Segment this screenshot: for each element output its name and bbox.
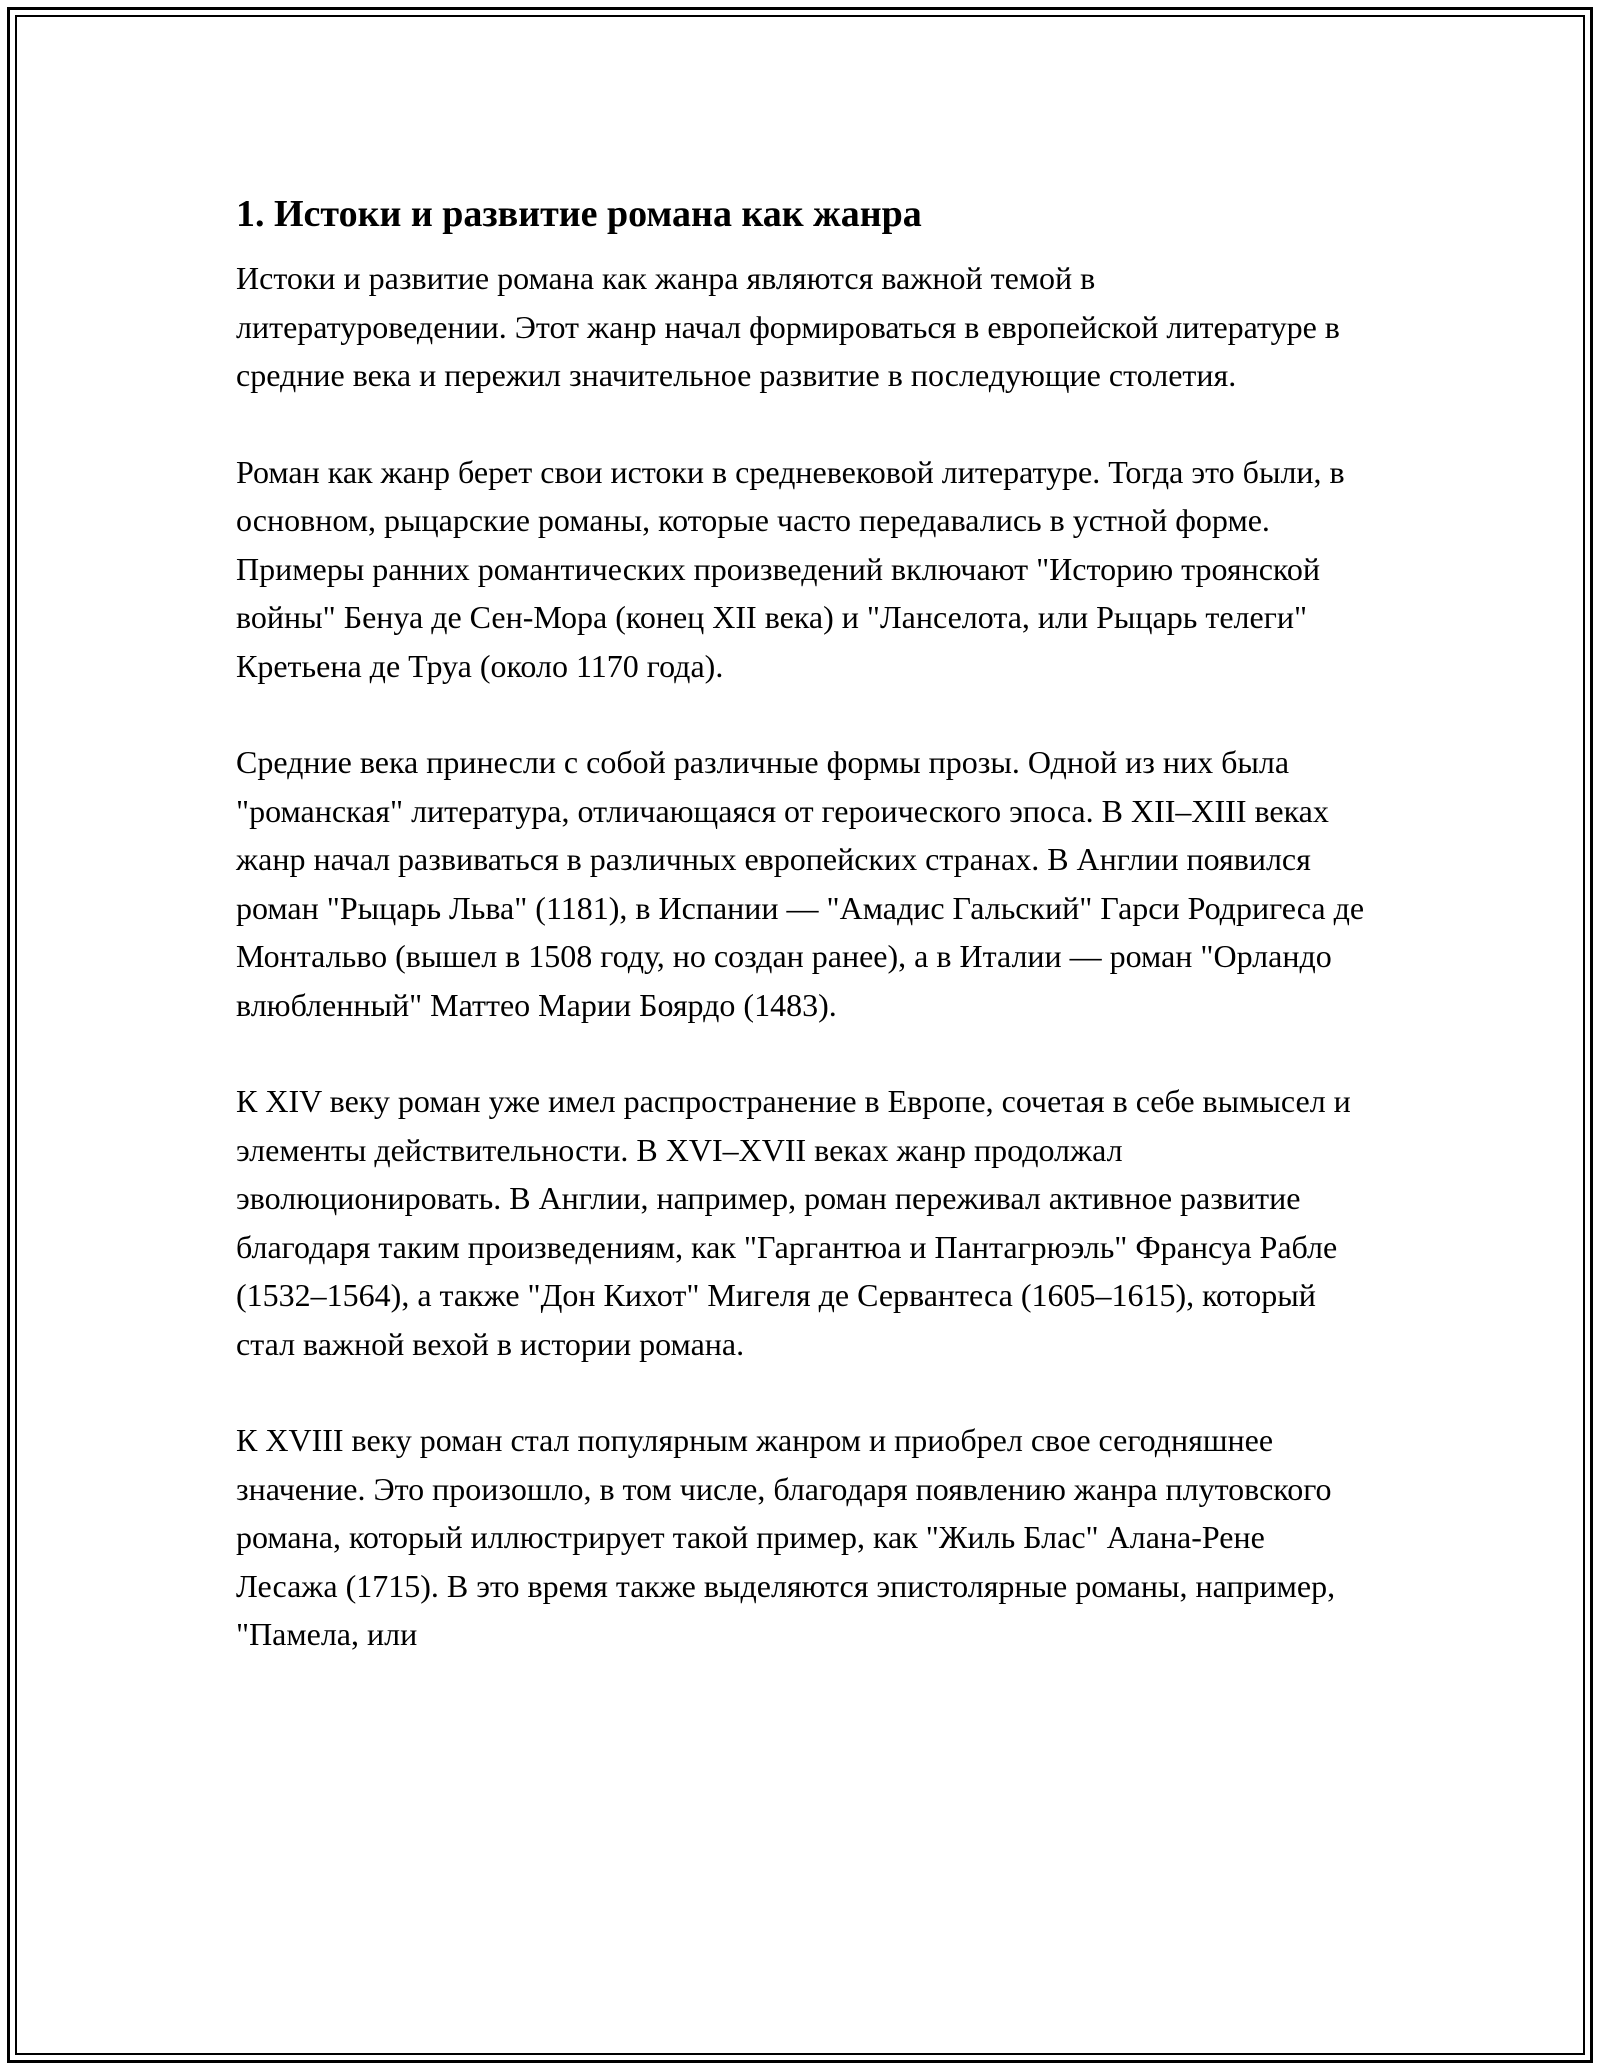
paragraph-middle-ages-prose: Средние века принесли с собой различные формы прозы. Одной из них была "романская" литература, отличающаяся от героического эпоса. В XII–XIII веках жанр начал развиваться в различных европейских странах. В Англии появился роман "Рыцарь Льва" (1181), в Испании — "Амадис Гальский" Гарси Родригеса де Монтальво (вышел в 1508 году, но создан ранее), а в Италии — роман "Орландо влюбленный" Маттео Марии Боярдо (1483). bbox=[236, 744, 1365, 1023]
document-page bbox=[236, 188, 1366, 1707]
paragraph-medieval-origins: Роман как жанр берет свои истоки в средневековой литературе. Тогда это были, в основном, рыцарские романы, которые часто передавались в устной форме. Примеры ранних романтических произведений включают "Историю троянской войны" Бенуа де Сен-Мора (конец XII века) и "Ланселота, или Рыцарь телеги" Кретьена де Труа (около 1170 года). bbox=[236, 453, 1345, 684]
paragraph-18th-century: К XVIII веку роман стал популярным жанром и приобрел свое сегодняшнее значение. Это произошло, в том числе, благодаря появлению жанра плутовского романа, который иллюстрирует такой пример, как "Жиль Блас" Алана-Рене Лесажа (1715). В это время также выделяются эпистолярные романы, например, "Памела, или bbox=[236, 1422, 1336, 1652]
section-heading: 1. Истоки и развитие романа как жанра bbox=[236, 193, 922, 235]
paragraph-intro: Истоки и развитие романа как жанра являются важной темой в литературоведении. Этот жанр начал формироваться в европейской литературе в средние века и пережил значительное развитие в последующие столетия. bbox=[236, 260, 1340, 393]
paragraph-14th-17th-century: К XIV веку роман уже имел распространение в Европе, сочетая в себе вымысел и элементы действительности. В XVI–XVII веках жанр продолжал эволюционировать. В Англии, например, роман переживал активное развитие благодаря таким произведениям, как "Гаргантюа и Пантагрюэль" Франсуа Рабле (1532–1564), а также "Дон Кихот" Мигеля де Сервантеса (1605–1615), который стал важной вехой в истории романа. bbox=[236, 1083, 1351, 1362]
